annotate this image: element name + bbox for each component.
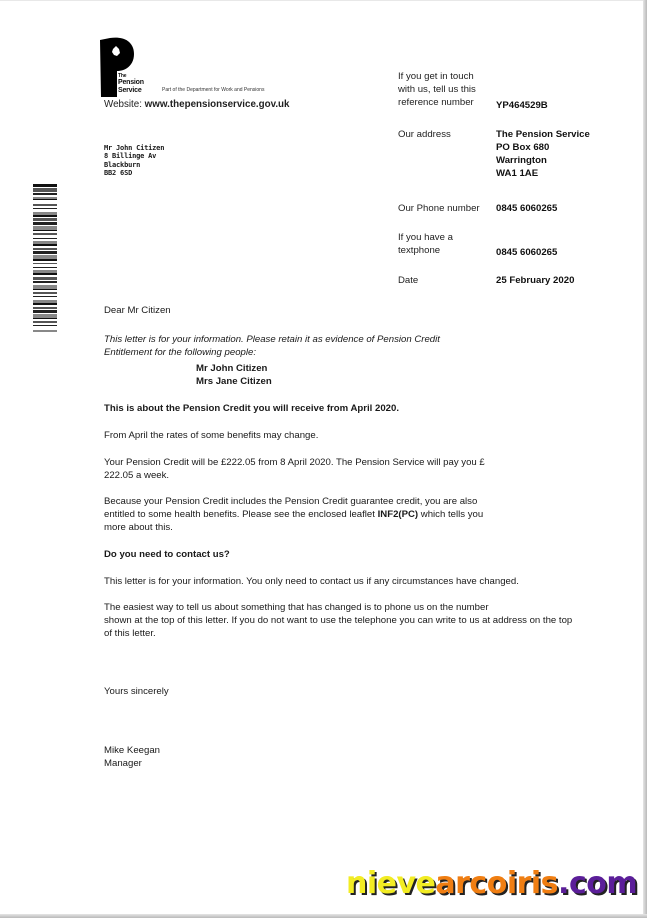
textphone-label — [398, 231, 453, 257]
reference-number: YP464529B — [496, 100, 548, 111]
health-line: Because your Pension Credit includes the Pension Credit guarantee credit, you are also — [104, 496, 478, 507]
reference-label-line: with us, tell us this — [398, 84, 476, 95]
contact-heading: Do you need to contact us? — [104, 549, 230, 560]
intro-line: This letter is for your information. Please retain it as evidence of Pension Credit — [104, 334, 440, 345]
website-line — [104, 99, 290, 110]
leaflet-code: INF2(PC) — [377, 509, 419, 520]
textphone-label-line: textphone — [398, 245, 441, 256]
website-label: Website: — [104, 99, 142, 110]
person-name: Mrs Jane Citizen — [196, 376, 272, 387]
intro-line: Entitlement for the following people: — [104, 347, 256, 358]
contact-line: The easiest way to tell us about something that has changed is to phone us on the number — [104, 602, 489, 613]
health-line: more about this. — [104, 522, 173, 533]
our-address-line: WA1 1AE — [496, 168, 539, 179]
contact-line: of this letter. — [104, 628, 156, 639]
reference-label-line: reference number — [398, 97, 474, 108]
letter-date: 25 February 2020 — [496, 275, 575, 286]
postal-barcode-icon — [33, 184, 57, 332]
watermark-logo — [346, 866, 637, 902]
recipient-address — [104, 144, 164, 178]
logo-line-the: The — [118, 73, 127, 79]
our-address-label: Our address — [398, 129, 451, 140]
reference-label-line: If you get in touch — [398, 71, 474, 82]
how-to-contact-paragraph — [104, 601, 572, 640]
website-link[interactable]: www.thepensionservice.gov.uk — [144, 99, 290, 110]
address-line: BB2 6SD — [104, 169, 133, 178]
our-address-line: Warrington — [496, 155, 547, 166]
salutation: Dear Mr Citizen — [104, 305, 171, 316]
amount-line: Your Pension Credit will be £222.05 from 8 April 2020. The Pension Service will pay you £ — [104, 457, 485, 468]
person-name: Mr John Citizen — [196, 363, 268, 374]
health-benefits-paragraph — [104, 495, 483, 534]
amount-paragraph — [104, 456, 485, 482]
logo-line-service: Service — [118, 86, 142, 94]
contact-line: shown at the top of this letter. If you do not want to use the telephone you can write to us at address on the top — [104, 615, 573, 626]
page-top-border — [0, 0, 647, 1]
information-paragraph: This letter is for your information. You only need to contact us if any circumstances have changed. — [104, 576, 519, 587]
entitled-people — [196, 362, 272, 388]
textphone-number: 0845 6060265 — [496, 247, 558, 258]
subject-line: This is about the Pension Credit you will receive from April 2020. — [104, 403, 399, 414]
signatory — [104, 744, 160, 770]
health-text: which tells you — [418, 509, 484, 520]
closing: Yours sincerely — [104, 686, 169, 697]
signatory-name: Mike Keegan — [104, 745, 160, 756]
intro-paragraph — [104, 333, 440, 359]
our-address-line: The Pension Service — [496, 129, 590, 140]
watermark-part-com: .com — [558, 866, 638, 901]
department-note: Part of the Department for Work and Pensions — [162, 87, 265, 93]
page-right-shadow — [643, 0, 647, 918]
rates-paragraph: From April the rates of some benefits may change. — [104, 430, 319, 441]
address-line: 8 Billinge Av — [104, 152, 157, 161]
address-line: Blackburn — [104, 160, 141, 169]
watermark-part-arcoiris: arcoiris — [435, 866, 559, 901]
amount-line: 222.05 a week. — [104, 470, 170, 481]
page-bottom-shadow — [0, 914, 647, 918]
watermark-part-nieve: nieve — [346, 866, 436, 901]
our-address-value — [496, 128, 590, 180]
logo-wordmark — [118, 74, 144, 94]
logo-line-pension: Pension — [118, 79, 144, 86]
phone-number: 0845 6060265 — [496, 203, 558, 214]
health-line — [104, 508, 483, 521]
address-line: Mr John Citizen — [104, 144, 165, 152]
signatory-title: Manager — [104, 758, 142, 769]
reference-label — [398, 70, 476, 109]
our-address-line: PO Box 680 — [496, 142, 550, 153]
textphone-label-line: If you have a — [398, 232, 453, 243]
phone-label: Our Phone number — [398, 203, 480, 214]
health-text: entitled to some health benefits. Please see the enclosed leaflet — [104, 509, 378, 520]
date-label: Date — [398, 275, 419, 286]
